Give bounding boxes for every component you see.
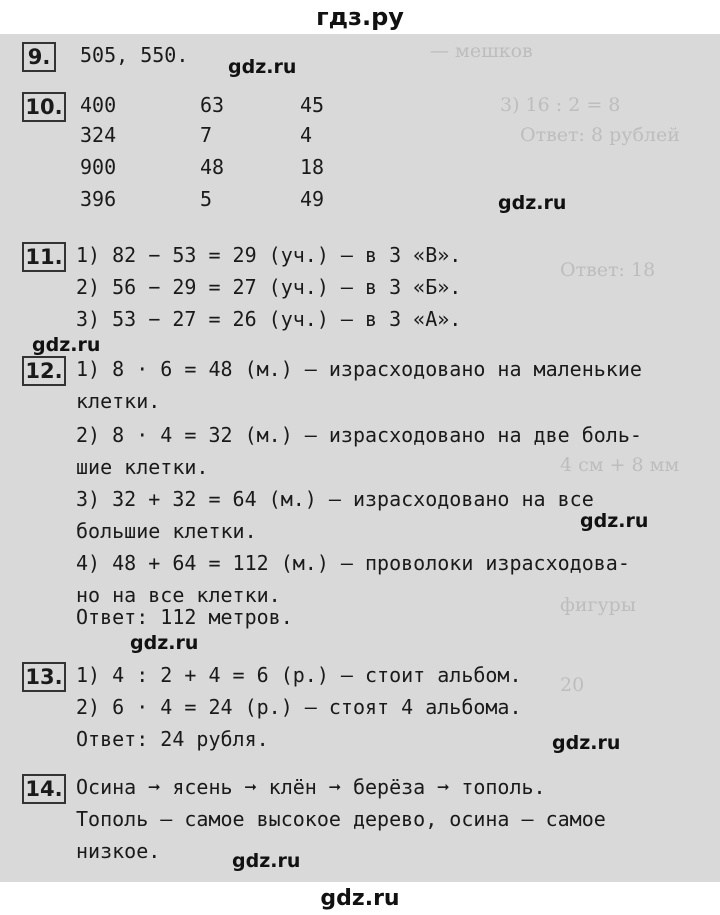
show-through-text: 3) 16 : 2 = 8 bbox=[500, 94, 621, 116]
task-number-9: 9. bbox=[22, 42, 56, 72]
watermark: gdz.ru bbox=[232, 850, 301, 872]
task-number-10: 10. bbox=[22, 92, 66, 122]
task-11-line: 1) 82 − 53 = 29 (уч.) — в 3 «В». bbox=[76, 243, 462, 267]
table-cell: 49 bbox=[300, 187, 325, 211]
show-through-text: 4 см + 8 мм bbox=[560, 454, 680, 476]
table-cell: 7 bbox=[200, 123, 213, 147]
task-14-line: Тополь — самое высокое дерево, осина — самое bbox=[76, 807, 606, 831]
task-number-12: 12. bbox=[22, 356, 66, 386]
watermark: gdz.ru bbox=[580, 510, 649, 532]
show-through-text: 20 bbox=[560, 674, 585, 696]
task-12-line: клетки. bbox=[76, 389, 161, 413]
task-12-line: 2) 8 · 4 = 32 (м.) — израсходовано на две боль- bbox=[76, 423, 642, 447]
table-cell: 900 bbox=[80, 155, 117, 179]
site-header: гдз.ру bbox=[0, 0, 720, 34]
table-cell: 18 bbox=[300, 155, 325, 179]
watermark: gdz.ru bbox=[552, 732, 621, 754]
table-cell: 63 bbox=[200, 93, 225, 117]
table-cell: 324 bbox=[80, 123, 117, 147]
show-through-text: Ответ: 18 bbox=[560, 259, 656, 281]
task-12-line: но на все клетки. bbox=[76, 583, 281, 607]
table-cell: 396 bbox=[80, 187, 117, 211]
textbook-page bbox=[0, 34, 720, 882]
task-12-line: 4) 48 + 64 = 112 (м.) — проволоки израсходова- bbox=[76, 551, 630, 575]
task-12-line: большие клетки. bbox=[76, 519, 257, 543]
task-12-line: 3) 32 + 32 = 64 (м.) — израсходовано на все bbox=[76, 487, 594, 511]
watermark: gdz.ru bbox=[498, 192, 567, 214]
task-9-answer: 505, 550. bbox=[80, 43, 189, 67]
watermark: gdz.ru bbox=[228, 56, 297, 78]
watermark: gdz.ru bbox=[32, 334, 101, 356]
table-cell: 400 bbox=[80, 93, 117, 117]
task-14-line: низкое. bbox=[76, 839, 161, 863]
table-cell: 48 bbox=[200, 155, 225, 179]
task-11-line: 2) 56 − 29 = 27 (уч.) — в 3 «Б». bbox=[76, 275, 462, 299]
task-number-11: 11. bbox=[22, 242, 66, 272]
table-cell: 45 bbox=[300, 93, 325, 117]
task-12-line: 1) 8 · 6 = 48 (м.) — израсходовано на маленькие bbox=[76, 357, 642, 381]
task-number-13: 13. bbox=[22, 662, 66, 692]
task-13-line: 2) 6 · 4 = 24 (р.) — стоят 4 альбома. bbox=[76, 695, 522, 719]
task-12-answer: Ответ: 112 метров. bbox=[76, 605, 293, 629]
table-cell: 5 bbox=[200, 187, 213, 211]
task-12-line: шие клетки. bbox=[76, 455, 209, 479]
task-11-line: 3) 53 − 27 = 26 (уч.) — в 3 «А». bbox=[76, 307, 462, 331]
watermark: gdz.ru bbox=[130, 632, 199, 654]
site-footer: gdz.ru bbox=[0, 882, 720, 915]
show-through-text: — мешков bbox=[430, 40, 533, 62]
show-through-text: фигуры bbox=[560, 594, 636, 616]
table-cell: 4 bbox=[300, 123, 313, 147]
show-through-text: Ответ: 8 рублей bbox=[520, 124, 680, 146]
task-14-line: Осина ➞ ясень ➞ клён ➞ берёза ➞ тополь. bbox=[76, 775, 546, 799]
task-13-answer: Ответ: 24 рубля. bbox=[76, 727, 269, 751]
task-number-14: 14. bbox=[22, 774, 66, 804]
task-13-line: 1) 4 : 2 + 4 = 6 (р.) — стоит альбом. bbox=[76, 663, 522, 687]
